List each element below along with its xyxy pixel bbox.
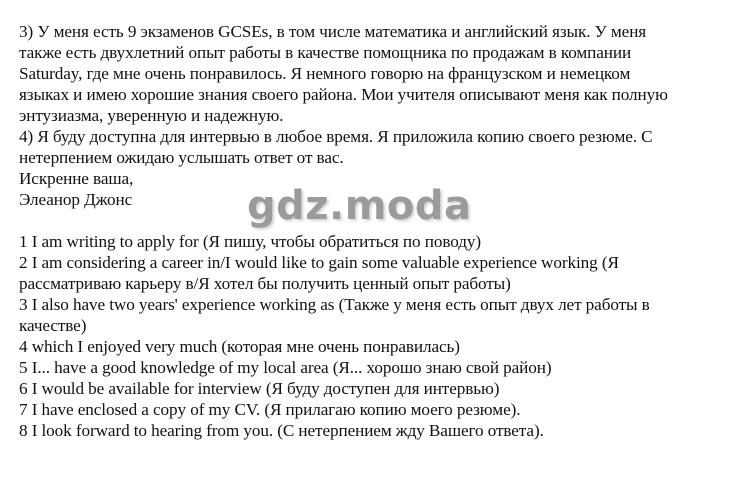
letter-closing: Искренне ваша,: [19, 169, 134, 188]
phrase-line-8: 6 I would be available for interview (Я буду доступен для интервью): [19, 379, 500, 398]
letter-line-1: 3) У меня есть 9 экзаменов GCSEs, в том числе математика и английский язык. У меня: [19, 22, 647, 41]
phrase-line-2: 2 I am considering a career in/I would like to gain some valuable experience working (Я: [19, 253, 619, 272]
letter-line-6: 4) Я буду доступна для интервью в любое время. Я приложила копию своего резюме. С: [19, 127, 653, 146]
phrase-line-7: 5 I... have a good knowledge of my local area (Я... хорошо знаю свой район): [19, 358, 552, 377]
letter-line-4: языках и имею хорошие знания своего района. Мои учителя описывают меня как полную: [19, 85, 668, 104]
watermark-logo: gdz.moda: [247, 183, 472, 229]
letter-line-5: энтузиазма, уверенную и надежную.: [19, 106, 284, 125]
letter-line-3: Saturday, где мне очень понравилось. Я немного говорю на французском и немецком: [19, 64, 631, 83]
letter-line-7: нетерпением ожидаю услышать ответ от вас.: [19, 148, 344, 167]
phrase-line-10: 8 I look forward to hearing from you. (С нетерпением жду Вашего ответа).: [19, 421, 544, 440]
phrase-line-9: 7 I have enclosed a copy of my CV. (Я прилагаю копию моего резюме).: [19, 400, 521, 419]
phrase-line-6: 4 which I enjoyed very much (которая мне очень понравилась): [19, 337, 460, 356]
phrase-line-4: 3 I also have two years' experience working as (Также у меня есть опыт двух лет работы в: [19, 295, 650, 314]
letter-line-2: также есть двухлетний опыт работы в качестве помощника по продажам в компании: [19, 43, 632, 62]
phrase-line-3: рассматриваю карьеру в/Я хотел бы получить ценный опыт работы): [19, 274, 511, 293]
phrase-line-1: 1 I am writing to apply for (Я пишу, чтобы обратиться по поводу): [19, 232, 481, 251]
letter-signature: Элеанор Джонс: [19, 190, 133, 209]
phrase-line-5: качестве): [19, 316, 87, 335]
